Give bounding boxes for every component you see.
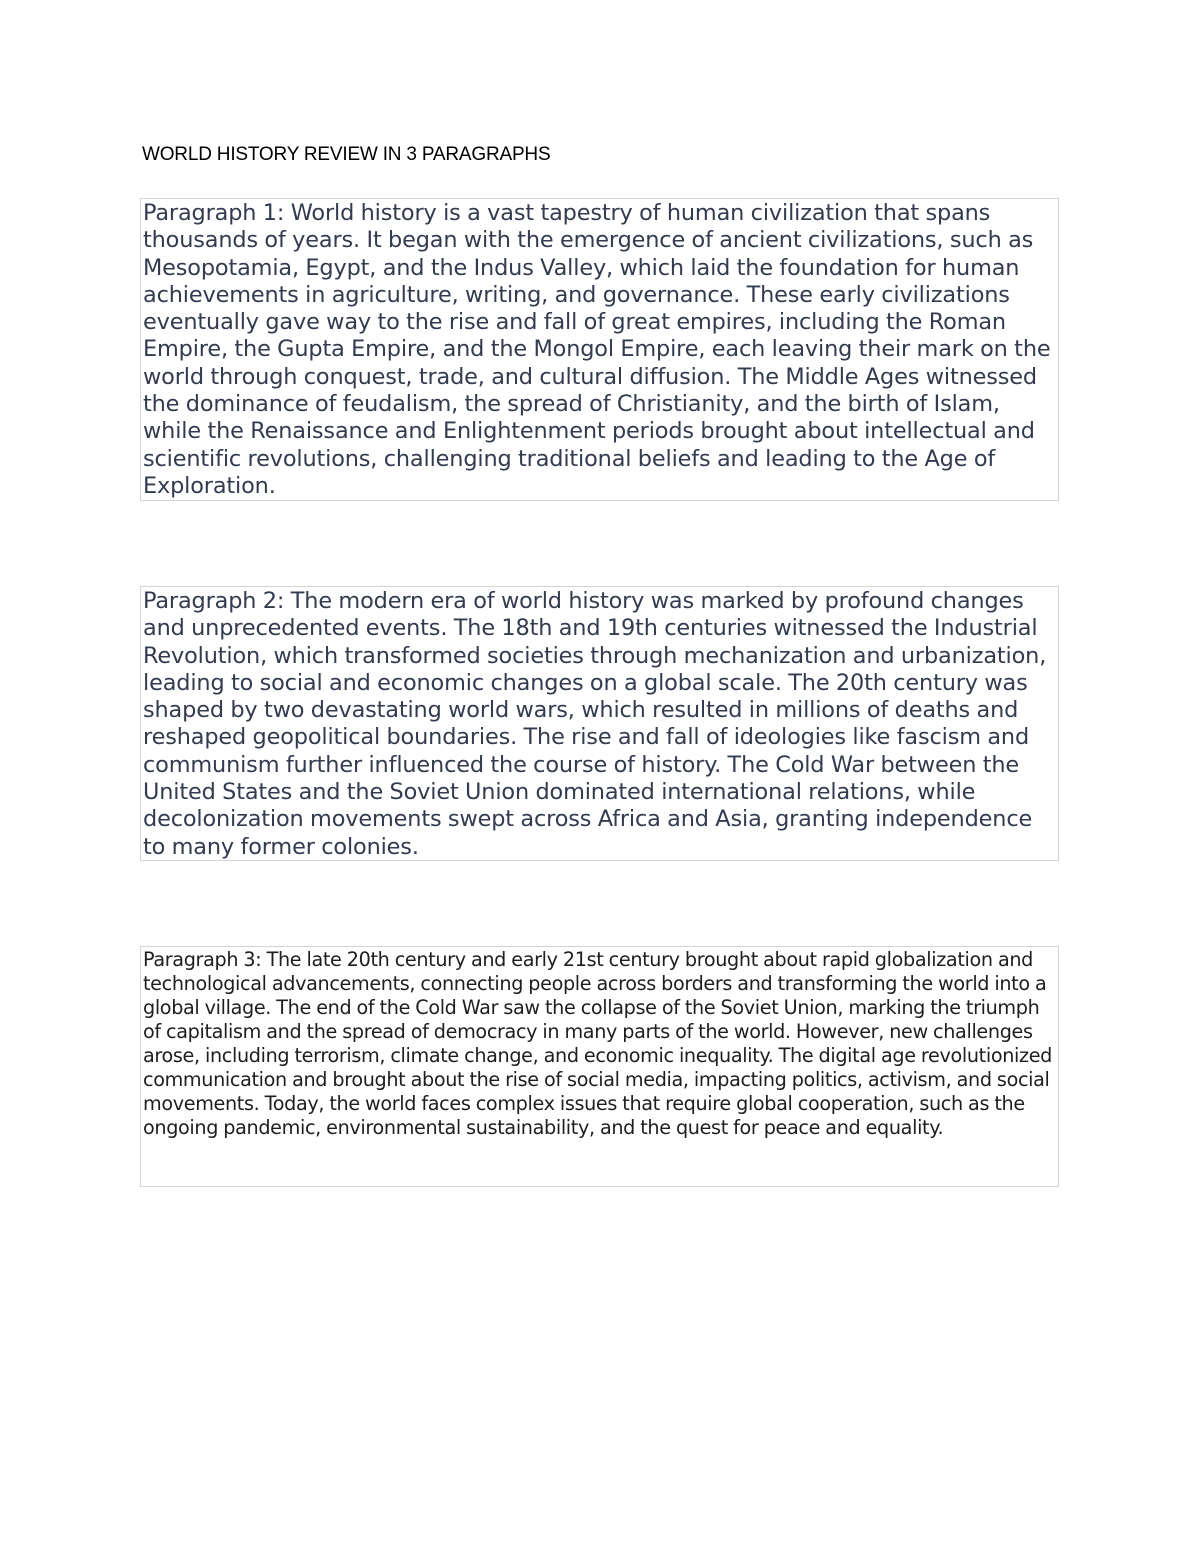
document-title: WORLD HISTORY REVIEW IN 3 PARAGRAPHS	[142, 144, 551, 165]
paragraph-1-text: Paragraph 1: World history is a vast tapestry of human civilization that spans thousands of years. It began with the emergence of ancient civilizations, such as Mesopotamia, Egypt, and the Indus Valley, which laid the foundation for human achievements in agriculture, writing, and governance. These early civilizations eventually gave way to the rise and fall of great empires, including the Roman Empire, the Gupta Empire, and the Mongol Empire, each leaving their mark on the world through conquest, trade, and cultural diffusion. The Middle Ages witnessed the dominance of feudalism, the spread of Christianity, and the birth of Islam, while the Renaissance and Enlightenment periods brought about intellectual and scientific revolutions, challenging traditional beliefs and leading to the Age of Exploration.	[143, 200, 1051, 499]
paragraph-box-1	[140, 198, 1059, 501]
paragraph-2-text: Paragraph 2: The modern era of world history was marked by profound changes and unprecedented events. The 18th and 19th centuries witnessed the Industrial Revolution, which transformed societies through mechanization and urbanization, leading to social and economic changes on a global scale. The 20th century was shaped by two devastating world wars, which resulted in millions of deaths and reshaped geopolitical boundaries. The rise and fall of ideologies like fascism and communism further influenced the course of history. The Cold War between the United States and the Soviet Union dominated international relations, while decolonization movements swept across Africa and Asia, granting independence to many former colonies.	[143, 588, 1047, 860]
paragraph-3-text: Paragraph 3: The late 20th century and early 21st century brought about rapid globalization and technological advancements, connecting people across borders and transforming the world into a global village. The end of the Cold War saw the collapse of the Soviet Union, marking the triumph of capitalism and the spread of democracy in many parts of the world. However, new challenges arose, including terrorism, climate change, and economic inequality. The digital age revolutionized communication and brought about the rise of social media, impacting politics, activism, and social movements. Today, the world faces complex issues that require global cooperation, such as the ongoing pandemic, environmental sustainability, and the quest for peace and equality.	[143, 948, 1053, 1139]
paragraph-box-2	[140, 586, 1059, 861]
paragraph-box-3	[140, 946, 1059, 1187]
